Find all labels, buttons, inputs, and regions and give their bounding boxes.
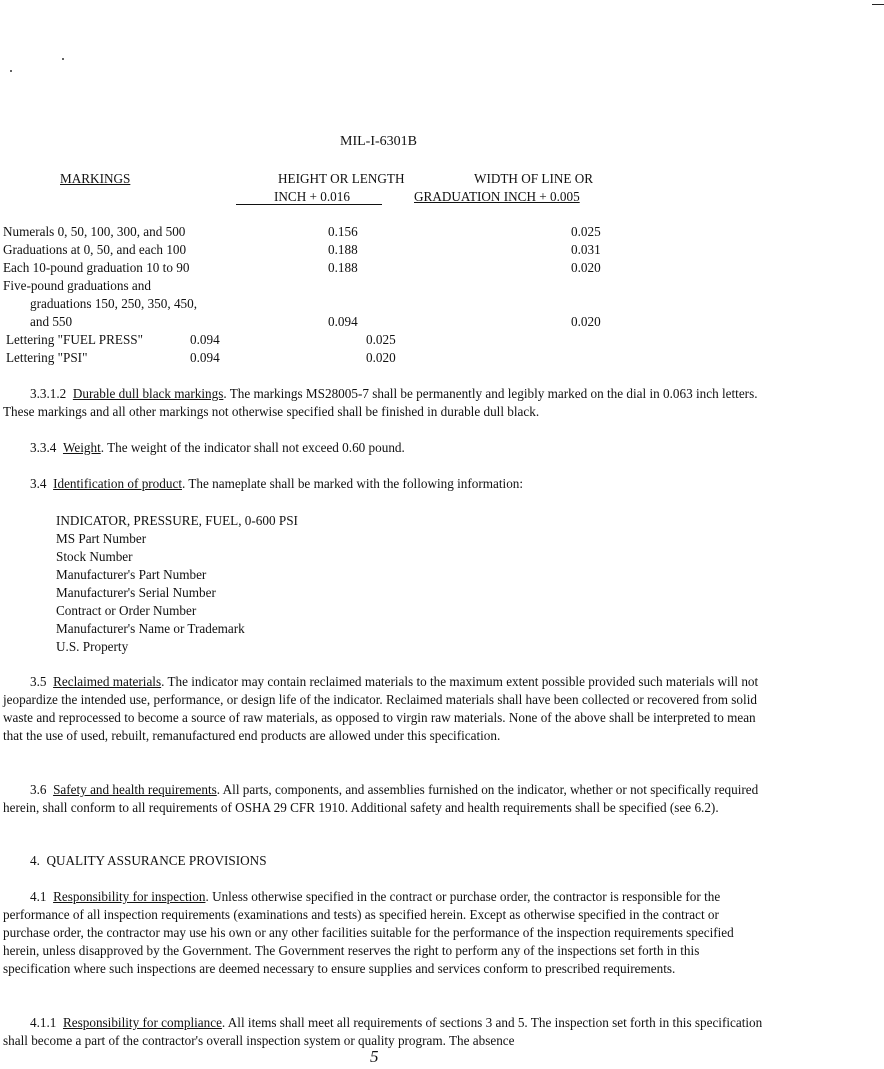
scan-speck [10,70,12,72]
document-number: MIL-I-6301B [340,134,417,149]
section-number: 3.3.1.2 [30,386,67,401]
table-row-width: 0.025 [571,224,601,239]
section-3-5 [3,673,763,745]
section-3-3-4 [3,439,763,457]
table-row-height: 0.188 [328,242,358,257]
section-title: QUALITY ASSURANCE PROVISIONS [46,853,267,868]
section-number: 3.4 [30,476,47,491]
section-4-1-1 [3,1014,763,1050]
section-text: . Unless otherwise specified in the contract or purchase order, the contractor is responsible for the performance of all inspection requirements (examinations and tests) as specified herein. Except as otherwise specified in the contract or purchase order, the contractor may use his own or any other facilities suitable for the performance of the inspection requirements specified herein, unless disapproved by the Government. The Government reserves the right to perform any of the inspections set forth in this specification where such inspections are deemed necessary to ensure supplies and services conform to prescribed requirements. [3,889,734,976]
table-header-width-line1: WIDTH OF LINE OR [474,171,594,186]
table-row-label: Lettering "FUEL PRESS" [6,332,144,347]
section-text: . The indicator may contain reclaimed materials to the maximum extent possible provided such materials will not jeopardize the intended use, performance, or design life of the indicator. Reclaimed materials shall have been collected or recovered from solid waste and reprocessed to become a source of raw materials, as opposed to virgin raw materials. None of the above shall be interpreted to mean that the use of used, rebuilt, remanufactured end products are allowed under this specification. [3,674,759,743]
list-item: U.S. Property [56,639,129,654]
list-item: Manufacturer's Serial Number [56,585,216,600]
page-number: 5 [370,1047,379,1066]
table-header-markings: MARKINGS [60,171,131,186]
section-3-6 [3,781,763,817]
table-row-width: 0.020 [571,260,601,275]
table-row-label: Numerals 0, 50, 100, 300, and 500 [3,224,186,239]
section-number: 4. [30,853,40,868]
section-text: . All parts, components, and assemblies furnished on the indicator, whether or not specifically required herein, shall conform to all requirements of OSHA 29 CFR 1910. Additional safety and health requirements shall be specified (see 6.2). [3,782,759,815]
section-3-3-1-2 [3,385,763,421]
section-text: . The nameplate shall be marked with the following information: [181,476,524,491]
table-row-height: 0.094 [190,350,220,365]
table-row-label-line3: and 550 [30,314,73,329]
section-text: . All items shall meet all requirements of sections 3 and 5. The inspection set forth in this specification shall become a part of the contractor's overall inspection system or quality program. The absence [3,1015,763,1048]
table-header-width-line2: GRADUATION INCH + 0.005 [414,189,580,204]
section-title: Durable dull black markings [72,386,224,401]
section-title: Responsibility for compliance [62,1015,222,1030]
section-title: Safety and health requirements [53,782,217,797]
table-row-label: Lettering "PSI" [6,350,88,365]
table-header-height-line1: HEIGHT OR LENGTH [278,171,405,186]
section-title: Reclaimed materials [53,674,162,689]
section-4-1 [3,888,763,978]
section-title: Identification of product [53,476,182,491]
table-row-width: 0.025 [366,332,396,347]
table-row-width: 0.020 [571,314,601,329]
scan-edge-mark [872,4,884,5]
table-header-height-line2: INCH + 0.016 [274,189,350,204]
table-row-width: 0.031 [571,242,601,257]
section-3-4 [3,475,763,493]
table-row-height: 0.156 [328,224,358,239]
section-number: 3.5 [30,674,47,689]
list-item: Contract or Order Number [56,603,197,618]
nameplate-list [56,512,298,656]
table-row-height: 0.188 [328,260,358,275]
section-number: 3.3.4 [30,440,57,455]
section-number: 4.1 [30,889,47,904]
section-4-heading [3,852,763,870]
section-text: . The markings MS28005-7 shall be permanently and legibly marked on the dial in 0.063 inch letters. These markings and all other markings not otherwise specified shall be finished in durable dull black. [3,386,758,419]
section-text: . The weight of the indicator shall not exceed 0.60 pound. [100,440,405,455]
scan-speck [62,58,64,60]
table-header-height-underline [236,204,382,205]
table-row-label-line1: Five-pound graduations and [3,278,151,293]
section-number: 3.6 [30,782,47,797]
list-item: Stock Number [56,549,133,564]
table-row-width: 0.020 [366,350,396,365]
list-item: INDICATOR, PRESSURE, FUEL, 0-600 PSI [56,513,298,528]
section-number: 4.1.1 [30,1015,57,1030]
list-item: Manufacturer's Part Number [56,567,207,582]
section-title: Weight [62,440,101,455]
table-row-label: Each 10-pound graduation 10 to 90 [3,260,190,275]
list-item: MS Part Number [56,531,147,546]
section-title: Responsibility for inspection [53,889,206,904]
table-row-label-line2: graduations 150, 250, 350, 450, [30,296,198,311]
table-row-label: Graduations at 0, 50, and each 100 [3,242,187,257]
table-row-height: 0.094 [190,332,220,347]
list-item: Manufacturer's Name or Trademark [56,621,245,636]
table-row-height: 0.094 [328,314,358,329]
